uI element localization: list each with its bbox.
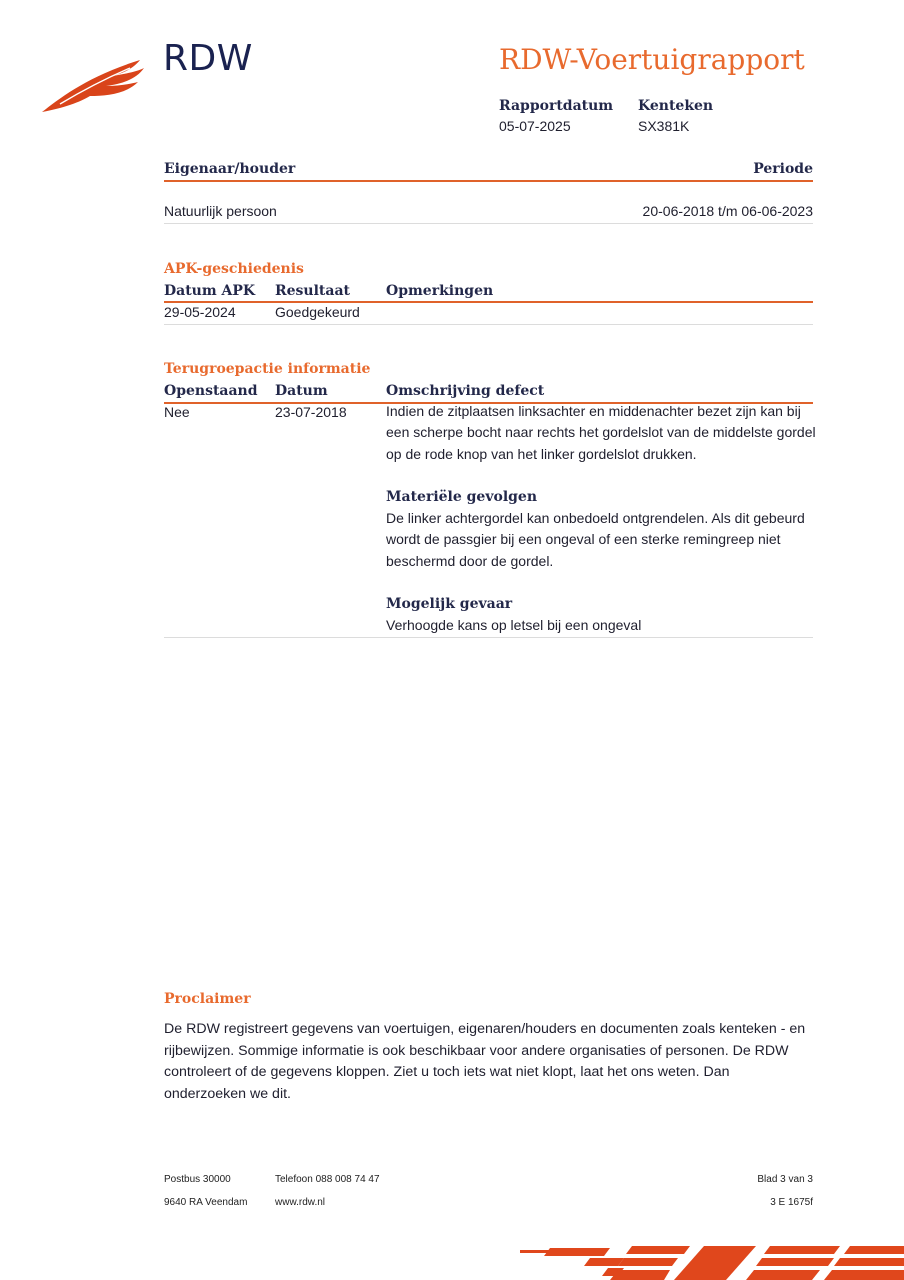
apk-header-result: Resultaat bbox=[275, 283, 350, 299]
consequences-text: De linker achtergordel kan onbedoeld ontgrendelen. Als dit gebeurd wordt de passgier bij een ongeval of een sterke remingreep niet beschermd door de gordel. bbox=[386, 510, 805, 569]
owner-period: 20-06-2018 t/m 06-06-2023 bbox=[642, 203, 813, 219]
apk-row-result: Goedgekeurd bbox=[275, 304, 360, 320]
apk-header-remarks: Opmerkingen bbox=[386, 283, 494, 299]
owner-header-rule bbox=[164, 180, 813, 182]
license-plate-value: SX381K bbox=[638, 118, 690, 134]
recall-description: Indien de zitplaatsen linksachter en middenachter bezet zijn kan bij een scherpe bocht naar rechts het gordelslot van de middelste gordel op de rode knop van het linker gordelslot drukken. bbox=[386, 403, 816, 462]
license-plate-label: Kenteken bbox=[638, 98, 714, 114]
report-date-label: Rapportdatum bbox=[499, 98, 614, 114]
recall-header-description: Omschrijving defect bbox=[386, 383, 545, 399]
report-title: RDW-Voertuigrapport bbox=[499, 43, 805, 76]
speed-stripes-icon bbox=[520, 1242, 904, 1280]
rdw-logo-icon bbox=[40, 58, 150, 116]
apk-section-title: APK-geschiedenis bbox=[164, 261, 304, 277]
danger-title: Mogelijk gevaar bbox=[386, 596, 513, 612]
recall-header-date: Datum bbox=[275, 383, 328, 399]
consequences-title: Materiële gevolgen bbox=[386, 489, 538, 505]
recall-row-divider bbox=[164, 637, 813, 638]
owner-header: Eigenaar/houder bbox=[164, 161, 296, 177]
footer-address: 9640 RA Veendam bbox=[164, 1197, 248, 1208]
proclaimer-title: Proclaimer bbox=[164, 991, 251, 1007]
footer-page-number: Blad 3 van 3 bbox=[757, 1174, 813, 1185]
footer-phone: Telefoon 088 008 74 47 bbox=[275, 1174, 380, 1185]
recall-section-title: Terugroepactie informatie bbox=[164, 361, 371, 377]
danger-text: Verhoogde kans op letsel bij een ongeval bbox=[386, 617, 642, 633]
recall-date-value: 23-07-2018 bbox=[275, 404, 347, 420]
apk-row-divider bbox=[164, 324, 813, 325]
recall-open-value: Nee bbox=[164, 404, 190, 420]
owner-type: Natuurlijk persoon bbox=[164, 203, 277, 219]
period-header: Periode bbox=[753, 161, 813, 177]
logo-text: RDW bbox=[163, 38, 253, 79]
footer-website[interactable]: www.rdw.nl bbox=[275, 1197, 326, 1208]
recall-header-open: Openstaand bbox=[164, 383, 258, 399]
owner-row-divider bbox=[164, 223, 813, 224]
apk-header-date: Datum APK bbox=[164, 283, 256, 299]
report-date-value: 05-07-2025 bbox=[499, 118, 571, 134]
apk-row-date: 29-05-2024 bbox=[164, 304, 236, 320]
apk-header-rule bbox=[164, 301, 813, 303]
proclaimer-text: De RDW registreert gegevens van voertuigen, eigenaren/houders en documenten zoals kenteken - en rijbewijzen. Sommige informatie is ook beschikbaar voor andere organisaties of personen. De RDW controleert of de gegevens kloppen. Ziet u toch iets wat niet klopt, laat het ons weten. Dan onderzoeken we dit. bbox=[164, 1021, 806, 1102]
footer-code: 3 E 1675f bbox=[770, 1197, 813, 1208]
footer-postbus: Postbus 30000 bbox=[164, 1174, 231, 1185]
